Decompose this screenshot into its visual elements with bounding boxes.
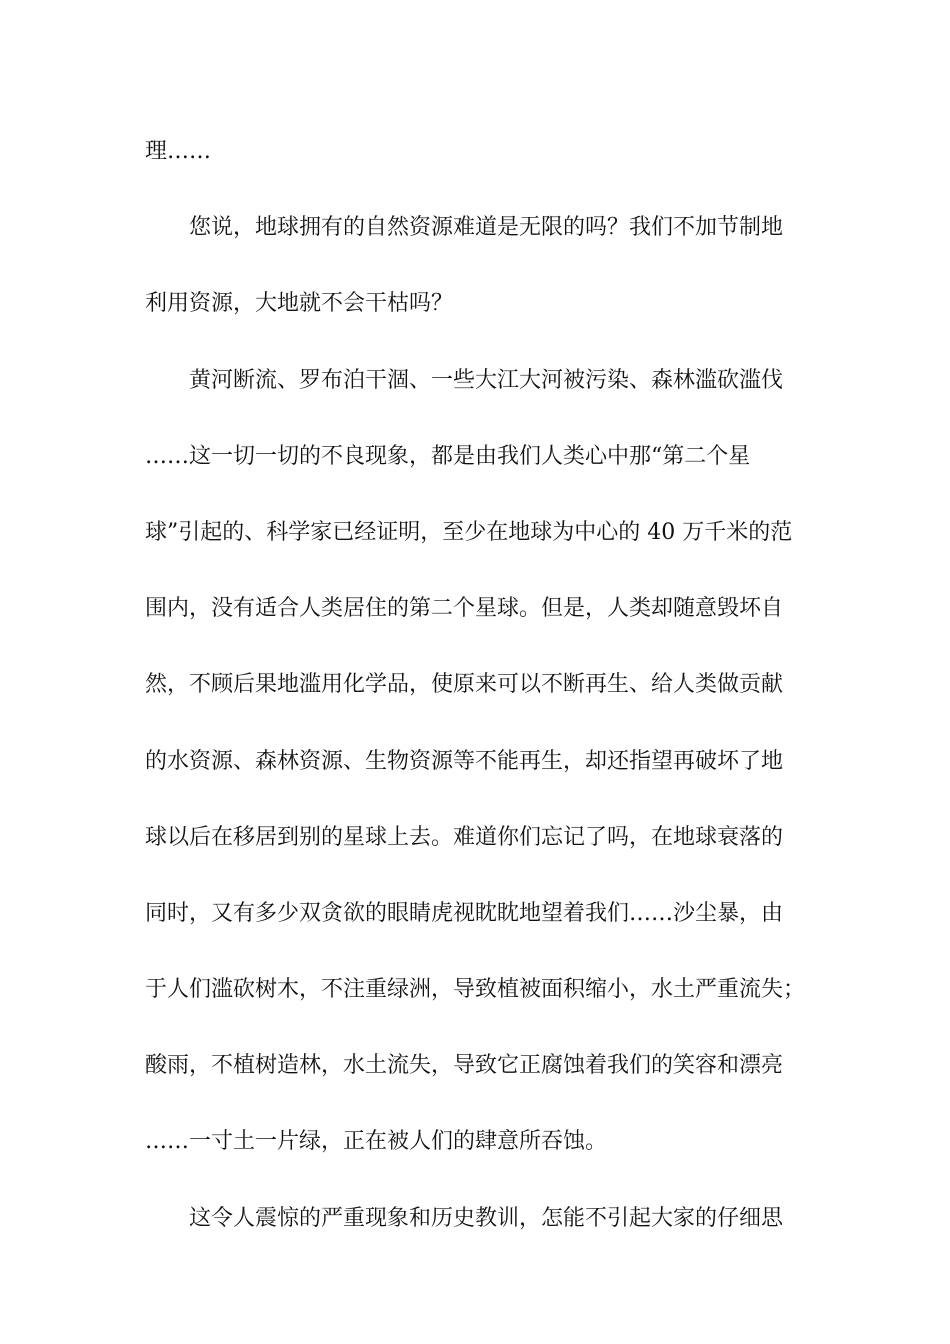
text-line: 球”引起的、科学家已经证明，至少在地球为中心的 40 万千米的范: [145, 519, 793, 545]
text-line: 然，不顾后果地滥用化学品，使原来可以不断再生、给人类做贡献: [145, 672, 784, 698]
text-line: 利用资源，大地就不会干枯吗？: [145, 291, 454, 317]
body-text: [145, 126, 810, 1269]
text-line: 同时，又有多少双贪欲的眼睛虎视眈眈地望着我们……沙尘暴，由: [145, 900, 784, 926]
paragraph-first-line: 您说，地球拥有的自然资源难道是无限的吗？我们不加节制地: [189, 215, 784, 241]
text-line: 球以后在移居到别的星球上去。难道你们忘记了吗，在地球衰落的: [145, 824, 784, 850]
text-line: ……这一切一切的不良现象，都是由我们人类心中那“第二个星: [145, 443, 751, 469]
paragraph-first-line: 这令人震惊的严重现象和历史教训，怎能不引起大家的仔细思: [189, 1205, 784, 1231]
text-line: 于人们滥砍树木，不注重绿洲，导致植被面积缩小，水土严重流失；: [145, 977, 806, 1003]
text-line: 的水资源、森林资源、生物资源等不能再生，却还指望再破坏了地: [145, 748, 784, 774]
text-line: ……一寸土一片绿，正在被人们的肆意所吞蚀。: [145, 1129, 608, 1155]
text-line: 理……: [145, 139, 212, 164]
text-line: 酸雨，不植树造林，水土流失，导致它正腐蚀着我们的笑容和漂亮: [145, 1053, 784, 1079]
paragraph-first-line: 黄河断流、罗布泊干涸、一些大江大河被污染、森林滥砍滥伐: [189, 367, 784, 393]
text-line: 围内，没有适合人类居住的第二个星球。但是，人类却随意毁坏自: [145, 596, 784, 622]
